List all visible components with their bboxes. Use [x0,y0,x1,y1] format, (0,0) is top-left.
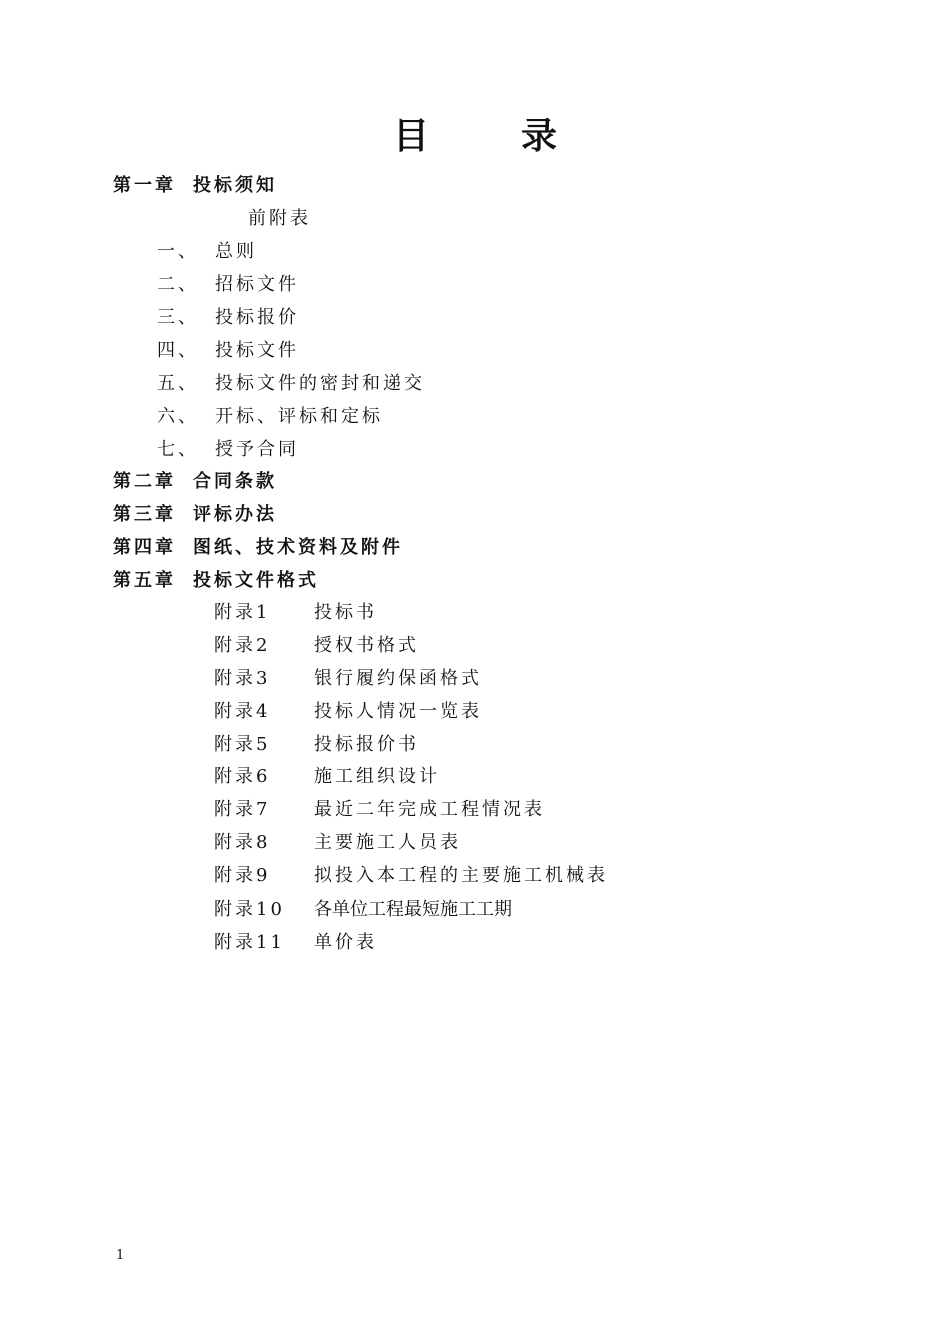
page-number: 1 [116,1248,125,1263]
appendix-title: 单价表 [314,932,377,953]
chapter-number: 第一章 [113,175,176,196]
chapter-title: 图纸、技术资料及附件 [193,537,403,558]
appendix-number: 附录10 [214,899,285,920]
appendix-number: 附录11 [214,932,285,953]
appendix-title: 主要施工人员表 [314,832,461,853]
toc-section-5 [157,372,425,396]
toc-appendix-4 [214,700,482,724]
section-title: 投标文件的密封和递交 [215,373,425,394]
section-number: 五、 [157,373,199,394]
chapter-title: 投标文件格式 [193,570,319,591]
toc-section-7 [157,438,299,462]
appendix-number: 附录8 [214,832,271,853]
toc-appendix-3 [214,667,482,691]
section-title: 投标报价 [215,307,299,328]
section-number: 一、 [157,241,199,262]
section-number: 七、 [157,439,199,460]
toc-appendix-1 [214,601,377,625]
chapter-number: 第四章 [113,537,176,558]
section-number: 三、 [157,307,199,328]
section-title: 开标、评标和定标 [215,406,383,427]
toc-appendix-7 [214,798,545,822]
toc-section-6 [157,405,383,429]
page-title: 目 录 [392,115,585,157]
appendix-title: 施工组织设计 [314,766,440,787]
toc-appendix-11 [214,931,377,955]
chapter-number: 第二章 [113,471,176,492]
appendix-title: 最近二年完成工程情况表 [314,799,545,820]
appendix-number: 附录1 [214,602,271,623]
appendix-title: 各单位工程最短施工工期 [314,899,512,920]
toc-appendix-6 [214,765,440,789]
toc-section-3 [157,306,299,330]
chapter-title: 合同条款 [193,471,277,492]
toc-front-table: 前附表 [248,208,311,229]
section-title: 总则 [215,241,257,262]
appendix-title: 授权书格式 [314,635,419,656]
toc-chapter-3 [113,503,277,527]
chapter-title: 评标办法 [193,504,277,525]
appendix-number: 附录9 [214,865,271,886]
toc-chapter-2 [113,470,277,494]
appendix-number: 附录2 [214,635,271,656]
toc-appendix-5 [214,733,419,757]
appendix-number: 附录3 [214,668,271,689]
toc-appendix-10 [214,898,512,922]
section-title: 授予合同 [215,439,299,460]
appendix-title: 投标报价书 [314,734,419,755]
section-title: 投标文件 [215,340,299,361]
toc-chapter-1 [113,174,277,198]
toc-appendix-9 [214,864,608,888]
toc-appendix-2 [214,634,419,658]
chapter-number: 第三章 [113,504,176,525]
appendix-number: 附录7 [214,799,271,820]
toc-section-2 [157,273,299,297]
toc-chapter-4 [113,536,403,560]
appendix-number: 附录6 [214,766,271,787]
appendix-number: 附录5 [214,734,271,755]
toc-appendix-8 [214,831,461,855]
toc-section-4 [157,339,299,363]
toc-chapter-5 [113,569,319,593]
section-number: 二、 [157,274,199,295]
appendix-title: 投标书 [314,602,377,623]
appendix-title: 银行履约保函格式 [314,668,482,689]
section-title: 招标文件 [215,274,299,295]
appendix-title: 投标人情况一览表 [314,701,482,722]
section-number: 六、 [157,406,199,427]
appendix-title: 拟投入本工程的主要施工机械表 [314,865,608,886]
chapter-title: 投标须知 [193,175,277,196]
chapter-number: 第五章 [113,570,176,591]
appendix-number: 附录4 [214,701,271,722]
section-number: 四、 [157,340,199,361]
toc-section-1 [157,240,257,264]
